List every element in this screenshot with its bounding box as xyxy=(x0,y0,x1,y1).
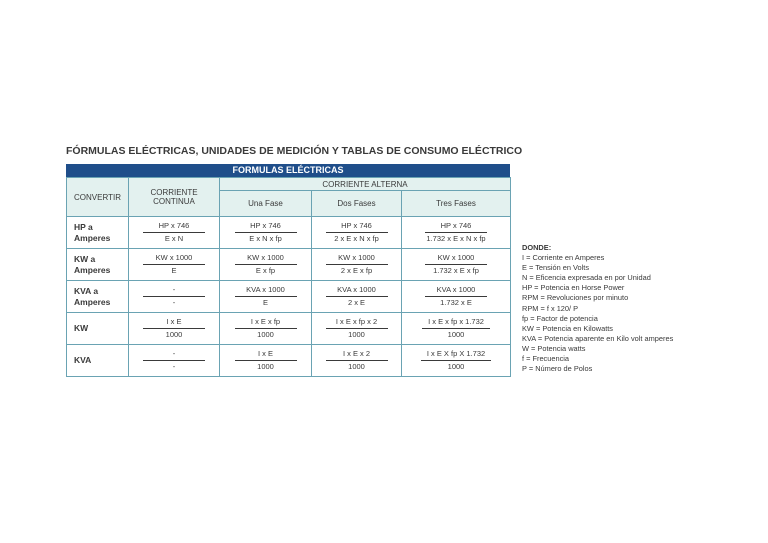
numerator: KW x 1000 xyxy=(143,253,205,265)
numerator: KVA x 1000 xyxy=(326,285,388,297)
legend-item: RPM = f x 120/ P xyxy=(522,303,579,313)
numerator: HP x 746 xyxy=(425,221,487,233)
formula-cell-cc xyxy=(129,313,220,345)
denominator: E x N xyxy=(164,234,184,243)
formula-cell-cc xyxy=(129,345,220,377)
row-label xyxy=(67,313,129,345)
denominator: 1.732 x E x fp xyxy=(433,266,479,275)
legend-item: N = Eficencia expresada en por Unidad xyxy=(522,273,651,283)
row-label-line1: KVA a xyxy=(74,285,99,296)
fraction xyxy=(143,221,205,244)
page-title: FÓRMULAS ELÉCTRICAS, UNIDADES DE MEDICIÓN Y TABLAS DE CONSUMO ELÉCTRICO xyxy=(66,145,523,157)
col-corriente-continua: CORRIENTE CONTINUA xyxy=(129,178,220,217)
formula-cell-una xyxy=(220,313,312,345)
formula-cell-una xyxy=(220,281,312,313)
denominator: 1000 xyxy=(257,330,274,339)
denominator: - xyxy=(172,298,176,307)
legend-title: DONDE: xyxy=(522,243,552,252)
row-label-line2: Amperes xyxy=(74,264,111,275)
legend-item: RPM = Revoluciones por minuto xyxy=(522,293,629,303)
formula-cell-cc xyxy=(129,217,220,249)
denominator: E x N x fp xyxy=(249,234,282,243)
numerator: KVA x 1000 xyxy=(425,285,487,297)
table-row xyxy=(67,249,511,281)
fraction xyxy=(235,253,297,276)
formula-cell-dos xyxy=(312,281,402,313)
row-label-line1: KVA xyxy=(74,355,92,365)
fraction xyxy=(235,285,297,308)
fraction xyxy=(422,317,490,340)
fraction xyxy=(143,285,205,308)
numerator: - xyxy=(143,349,205,361)
legend-item: f = Frecuencia xyxy=(522,354,570,364)
numerator: KW x 1000 xyxy=(425,253,487,265)
numerator: I x E x 2 xyxy=(326,349,388,361)
denominator: E xyxy=(171,266,177,275)
table-header: FORMULAS ELÉCTRICAS xyxy=(66,164,510,177)
denominator: E x fp xyxy=(255,266,276,275)
formula-cell-dos xyxy=(312,249,402,281)
numerator: I x E X fp X 1.732 xyxy=(421,349,491,361)
numerator: HP x 746 xyxy=(235,221,297,233)
formulas-table-container xyxy=(66,164,510,377)
legend-item: I = Corriente en Amperes xyxy=(522,253,605,263)
legend-items xyxy=(522,253,762,374)
row-label-line1: KW a xyxy=(74,253,96,264)
legend-item: P = Número de Polos xyxy=(522,364,593,374)
row-label-line2: Amperes xyxy=(74,232,111,243)
denominator: E xyxy=(262,298,268,307)
legend-item: fp = Factor de potencia xyxy=(522,313,598,323)
table-row xyxy=(67,281,511,313)
row-label xyxy=(67,217,129,249)
formula-cell-cc xyxy=(129,249,220,281)
numerator: HP x 746 xyxy=(326,221,388,233)
numerator: - xyxy=(143,285,205,297)
fraction xyxy=(143,253,205,276)
formula-cell-dos xyxy=(312,313,402,345)
denominator: 1.732 x E xyxy=(440,298,472,307)
formula-cell-tres xyxy=(402,281,511,313)
formula-cell-dos xyxy=(312,217,402,249)
formula-cell-tres xyxy=(402,217,511,249)
numerator: I x E xyxy=(235,349,297,361)
denominator: 1000 xyxy=(348,362,365,371)
fraction xyxy=(143,317,205,340)
numerator: I x E x fp x 2 xyxy=(326,317,388,329)
fraction xyxy=(235,317,297,340)
denominator: 1000 xyxy=(447,362,465,371)
fraction xyxy=(326,349,388,372)
row-label xyxy=(67,281,129,313)
legend xyxy=(522,243,762,374)
formula-cell-cc xyxy=(129,281,220,313)
fraction xyxy=(143,349,205,372)
formula-cell-una xyxy=(220,345,312,377)
row-label xyxy=(67,345,129,377)
row-label-line1: KW xyxy=(74,323,89,333)
formulas-table xyxy=(66,177,511,377)
fraction xyxy=(421,349,491,372)
legend-item: HP = Potencia en Horse Power xyxy=(522,283,625,293)
denominator: 1.732 x E x N x fp xyxy=(426,234,486,243)
fraction xyxy=(425,253,487,276)
denominator: 1000 xyxy=(348,330,365,339)
row-label-line1: HP a xyxy=(74,221,93,232)
fraction xyxy=(425,285,487,308)
table-row xyxy=(67,217,511,249)
numerator: I x E x fp x 1.732 xyxy=(422,317,490,329)
formula-cell-una xyxy=(220,217,312,249)
denominator: 1000 xyxy=(257,362,274,371)
legend-item: E = Tensión en Volts xyxy=(522,263,590,273)
formula-cell-dos xyxy=(312,345,402,377)
legend-item: KW = Potencia en Kilowatts xyxy=(522,323,613,333)
col-tres-fases: Tres Fases xyxy=(402,191,511,217)
numerator: KW x 1000 xyxy=(326,253,388,265)
col-una-fase: Una Fase xyxy=(220,191,312,217)
numerator: KW x 1000 xyxy=(235,253,297,265)
numerator: HP x 746 xyxy=(143,221,205,233)
fraction xyxy=(326,221,388,244)
numerator: I x E xyxy=(143,317,205,329)
fraction xyxy=(326,253,388,276)
fraction xyxy=(326,317,388,340)
col-dos-fases: Dos Fases xyxy=(312,191,402,217)
formula-cell-tres xyxy=(402,345,511,377)
fraction xyxy=(235,221,297,244)
legend-item: W = Potencia watts xyxy=(522,343,586,353)
formula-cell-tres xyxy=(402,249,511,281)
table-row xyxy=(67,313,511,345)
denominator: 1000 xyxy=(447,330,465,339)
numerator: I x E x fp xyxy=(235,317,297,329)
fraction xyxy=(326,285,388,308)
header-row-1 xyxy=(67,178,511,191)
col-corriente-alterna: CORRIENTE ALTERNA xyxy=(220,178,511,191)
fraction xyxy=(425,221,487,244)
formula-cell-una xyxy=(220,249,312,281)
denominator: 2 x E x N x fp xyxy=(334,234,379,243)
denominator: 2 x E x fp xyxy=(340,266,373,275)
row-label-line2: Amperes xyxy=(74,296,111,307)
col-convertir: CONVERTIR xyxy=(67,178,129,217)
table-row xyxy=(67,345,511,377)
legend-item: KVA = Potencia aparente en Kilo volt amperes xyxy=(522,333,674,343)
fraction xyxy=(235,349,297,372)
formula-cell-tres xyxy=(402,313,511,345)
row-label xyxy=(67,249,129,281)
numerator: KVA x 1000 xyxy=(235,285,297,297)
denominator: 1000 xyxy=(165,330,183,339)
denominator: 2 x E xyxy=(347,298,366,307)
denominator: - xyxy=(172,362,176,371)
